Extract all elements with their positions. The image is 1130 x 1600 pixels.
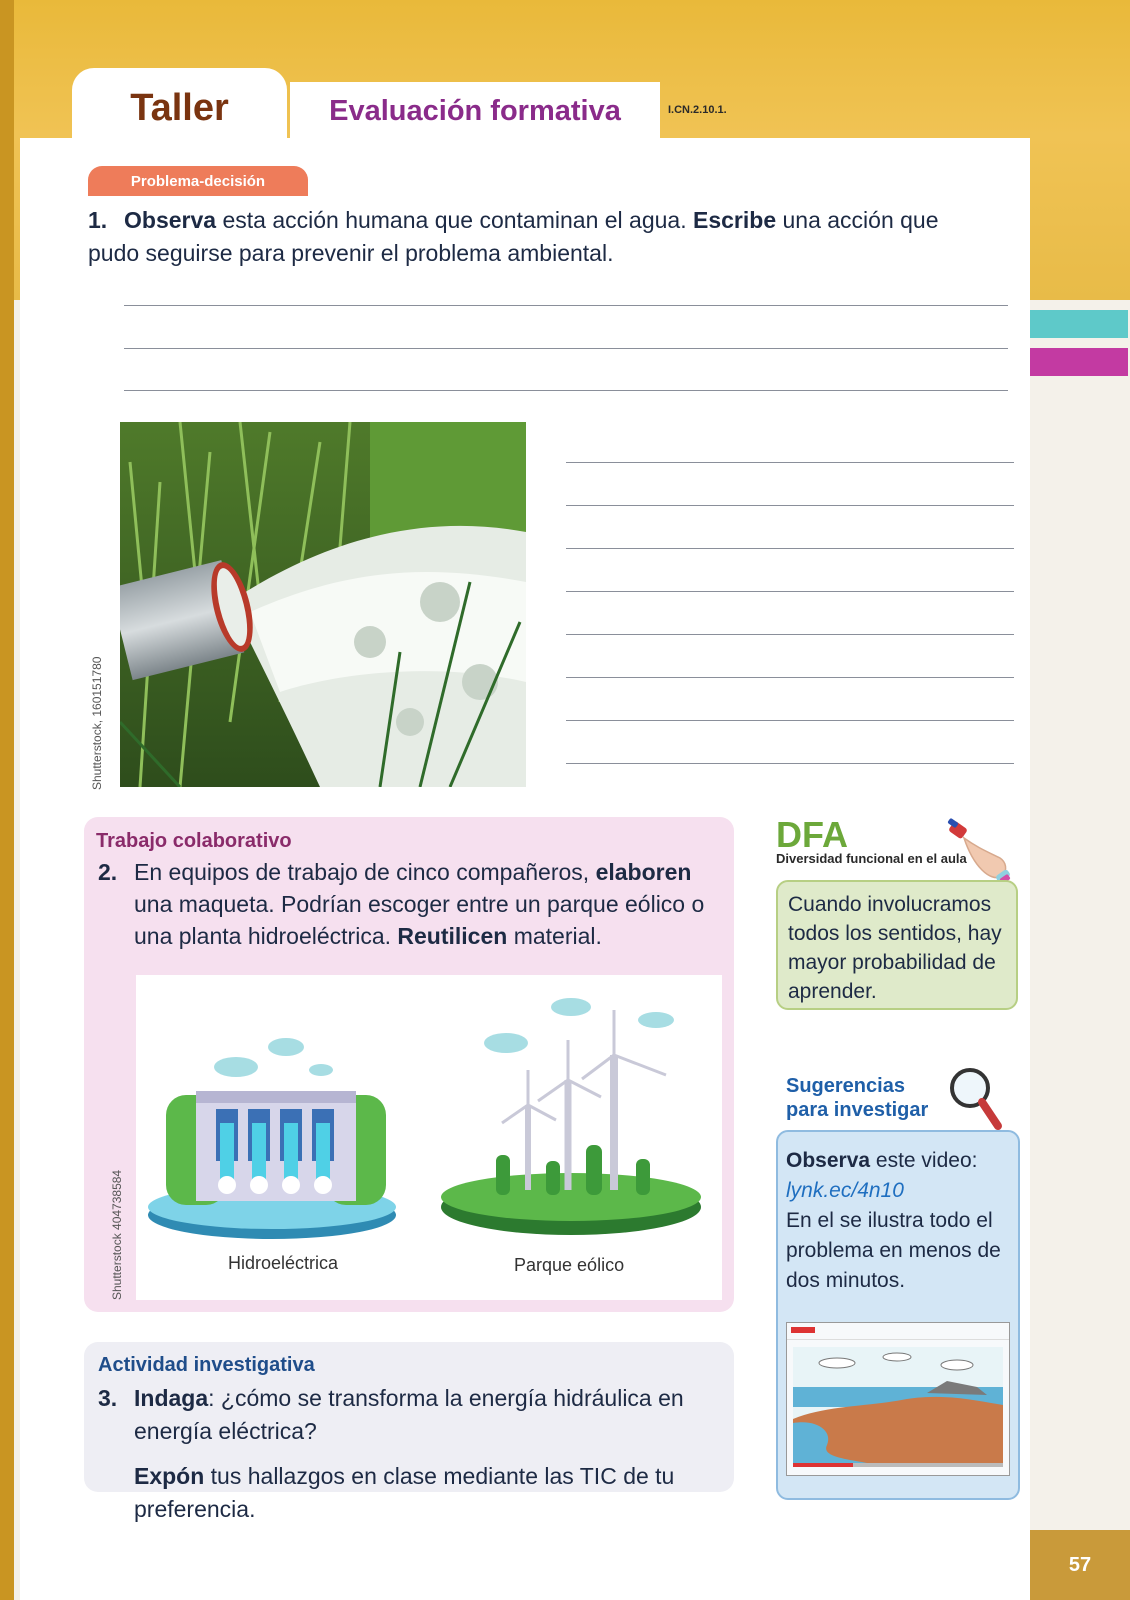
caption-parque-eolico: Parque eólico — [514, 1255, 625, 1275]
answer-line[interactable] — [566, 462, 1014, 463]
energy-illustration — [136, 975, 722, 1300]
verb-reutilicen: Reutilicen — [397, 923, 508, 949]
page-spine — [0, 0, 14, 1600]
research-title: Actividad investigativa — [98, 1354, 315, 1376]
verb-expon: Expón — [134, 1463, 205, 1489]
verb-indaga: Indaga — [134, 1385, 209, 1411]
q3-text-a: : ¿cómo se transforma la energía hidráulica en energía eléctrica? — [134, 1385, 684, 1444]
q1-text-a: esta acción humana que contaminan el agua. — [216, 207, 693, 233]
question-number: 1. — [88, 207, 108, 233]
verb-observa-video: Observa — [786, 1149, 871, 1172]
q3-text-b: tus hallazgos en clase mediante las TIC de tu preferencia. — [134, 1463, 675, 1522]
answer-line[interactable] — [566, 505, 1014, 506]
tab-evaluacion: Evaluación formativa — [290, 82, 660, 140]
tab-taller: Taller — [72, 68, 287, 148]
verb-observa: Observa — [124, 207, 217, 233]
question-number: 3. — [98, 1385, 118, 1411]
answer-line[interactable] — [566, 591, 1014, 592]
caption-hidroelectrica: Hidroeléctrica — [228, 1253, 339, 1273]
suggestions-title — [786, 1074, 928, 1122]
dfa-title: DFA — [776, 814, 848, 855]
photo-credit: Shutterstock, 160151780 — [90, 656, 104, 790]
video-link[interactable]: lynk.ec/4n10 — [786, 1179, 904, 1202]
answer-line[interactable] — [124, 390, 1008, 391]
video-thumbnail[interactable] — [786, 1322, 1010, 1476]
question-1 — [88, 204, 988, 270]
suggestions-text-a: este video: — [870, 1149, 978, 1172]
q2-text-b: una maqueta. Podrían escoger entre un parque eólico o una planta hidroeléctrica. — [134, 891, 705, 949]
page-number: 57 — [1030, 1530, 1130, 1600]
question-number: 2. — [98, 859, 118, 885]
answer-line[interactable] — [566, 763, 1014, 764]
q1-text-b: una acción que pudo seguirse para prevenir el problema ambiental. — [88, 207, 939, 266]
magnifier-icon — [944, 1064, 1006, 1134]
suggestions-title-line-2: para investigar — [786, 1099, 929, 1121]
answer-line[interactable] — [566, 677, 1014, 678]
problem-decision-tag: Problema-decisión — [88, 166, 308, 196]
answer-line[interactable] — [124, 348, 1008, 349]
side-marker-teal — [1030, 310, 1128, 338]
side-marker-magenta — [1030, 348, 1128, 376]
suggestions-text — [786, 1146, 1012, 1296]
dfa-subtitle: Diversidad funcional en el aula — [776, 851, 967, 866]
curriculum-code: I.CN.2.10.1. — [668, 104, 727, 116]
dfa-body: Cuando involucramos todos los sentidos, hay mayor probabilidad de aprender. — [776, 880, 1018, 1010]
q2-text-c: material. — [507, 923, 602, 949]
answer-line[interactable] — [124, 305, 1008, 306]
suggestions-title-line-1: Sugerencias — [786, 1075, 905, 1097]
pollution-pipe-photo — [120, 422, 526, 787]
verb-elaboren: elaboren — [595, 859, 692, 885]
answer-line[interactable] — [566, 720, 1014, 721]
answer-line[interactable] — [566, 634, 1014, 635]
illustration-credit: Shutterstock 404738584 — [110, 1169, 124, 1300]
verb-escribe: Escribe — [693, 207, 777, 233]
answer-line[interactable] — [566, 548, 1014, 549]
question-3 — [98, 1382, 728, 1526]
question-2 — [98, 856, 718, 952]
q2-text-a: En equipos de trabajo de cinco compañeros, — [134, 859, 596, 885]
collaborative-title: Trabajo colaborativo — [96, 830, 292, 852]
suggestions-text-b: En el se ilustra todo el problema en menos de dos minutos. — [786, 1209, 1001, 1292]
